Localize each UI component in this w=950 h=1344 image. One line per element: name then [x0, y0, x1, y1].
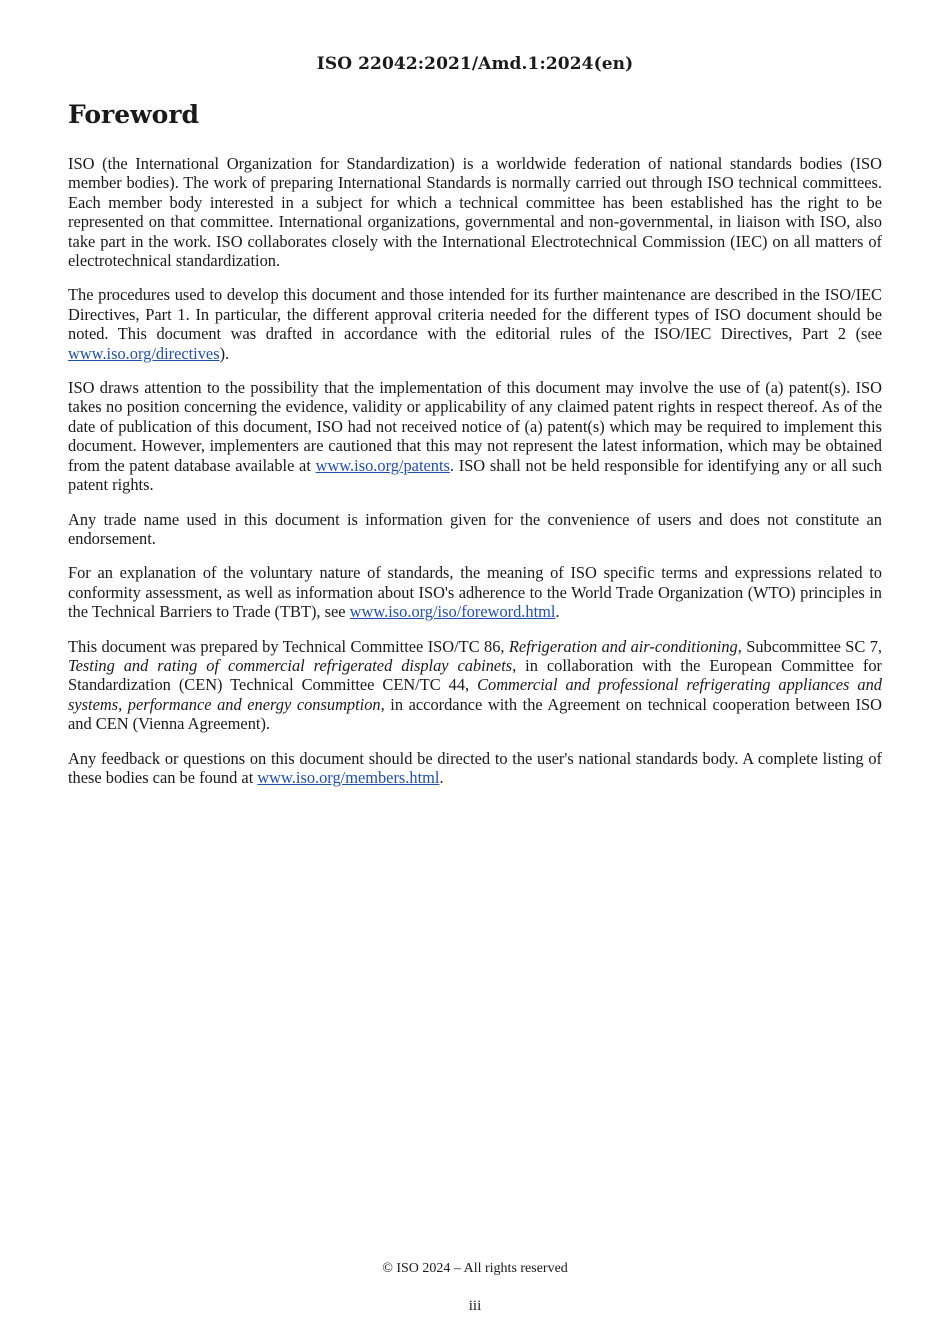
- committee-title: Refrigeration and air-conditioning: [508, 636, 738, 656]
- paragraph-text: ISO draws attention to the possibility that the implementation of this document may involve the use of (a) patent(s). ISO takes no position concerning the evidence, validity or applicability of any claimed patent rights in respect thereof. As of the date of publication of this document, ISO had not received notice of (a) patent(s) which may be required to implement this document. However, implementers are cautioned that this may not represent the latest information, which may be obtained from the patent database available at: [68, 378, 882, 475]
- paragraph-patents: [68, 378, 882, 494]
- page-number: iii: [468, 1298, 482, 1314]
- paragraph-committee: [68, 637, 882, 734]
- members-link[interactable]: www.iso.org/members.html: [257, 767, 440, 787]
- paragraph-text: .: [555, 602, 560, 622]
- cen-committee-title: Commercial and professional refrigerating appliances and systems, performance and energy consumption,: [68, 675, 882, 714]
- foreword-link[interactable]: www.iso.org/iso/foreword.html: [349, 602, 556, 622]
- foreword-body: [68, 154, 882, 802]
- paragraph-text: The procedures used to develop this document and those intended for its further maintenance are described in the ISO/IEC Directives, Part 1. In particular, the different approval criteria needed for the different types of ISO document should be noted. This document was drafted in accordance with the editorial rules of the ISO/IEC Directives, Part 2 (see: [68, 285, 882, 344]
- paragraph-text: , Subcommittee SC 7,: [737, 636, 883, 656]
- document-identifier: ISO 22042:2021/Amd.1:2024(en): [316, 54, 634, 74]
- paragraph-trade-name: Any trade name used in this document is information given for the convenience of users and does not constitute an endorsement.: [68, 509, 882, 548]
- paragraph-text: . ISO shall not be held responsible for identifying any or all such patent rights.: [68, 455, 882, 495]
- directives-link[interactable]: www.iso.org/directives: [68, 343, 220, 363]
- paragraph-text: in accordance with the Agreement on technical cooperation between ISO and CEN (Vienna Agreement).: [68, 694, 883, 734]
- paragraph-voluntary-nature: [68, 563, 882, 621]
- paragraph-text: , in collaboration with the European Committee for Standardization (CEN) Technical Committee CEN/TC 44,: [68, 655, 882, 695]
- paragraph-text: ).: [219, 343, 230, 363]
- paragraph-iso-overview: ISO (the International Organization for Standardization) is a worldwide federation of national standards bodies (ISO member bodies). The work of preparing International Standards is normally carried out through ISO technical committees. Each member body interested in a subject for which a technical committee has been established has the right to be represented on that committee. International organizations, governmental and non-governmental, in liaison with ISO, also take part in the work. ISO collaborates closely with the International Electrotechnical Commission (IEC) on all matters of electrotechnical standardization.: [68, 154, 882, 271]
- subcommittee-title: Testing and rating of commercial refrigerated display cabinets: [68, 655, 513, 675]
- copyright-notice: © ISO 2024 – All rights reserved: [382, 1261, 568, 1276]
- patents-link[interactable]: www.iso.org/patents: [315, 455, 450, 475]
- paragraph-text: .: [439, 767, 444, 787]
- page-title: Foreword: [68, 100, 199, 129]
- paragraph-text: For an explanation of the voluntary nature of standards, the meaning of ISO specific terms and expressions related to conformity assessment, as well as information about ISO's adherence to the World Trade Organization (WTO) principles in the Technical Barriers to Trade (TBT), see: [68, 563, 882, 622]
- paragraph-text: This document was prepared by Technical Committee ISO/TC 86,: [68, 636, 509, 656]
- paragraph-procedures: [68, 285, 882, 363]
- paragraph-text: Any feedback or questions on this document should be directed to the user's national standards body. A complete listing of these bodies can be found at: [68, 748, 882, 787]
- paragraph-feedback: [68, 749, 882, 788]
